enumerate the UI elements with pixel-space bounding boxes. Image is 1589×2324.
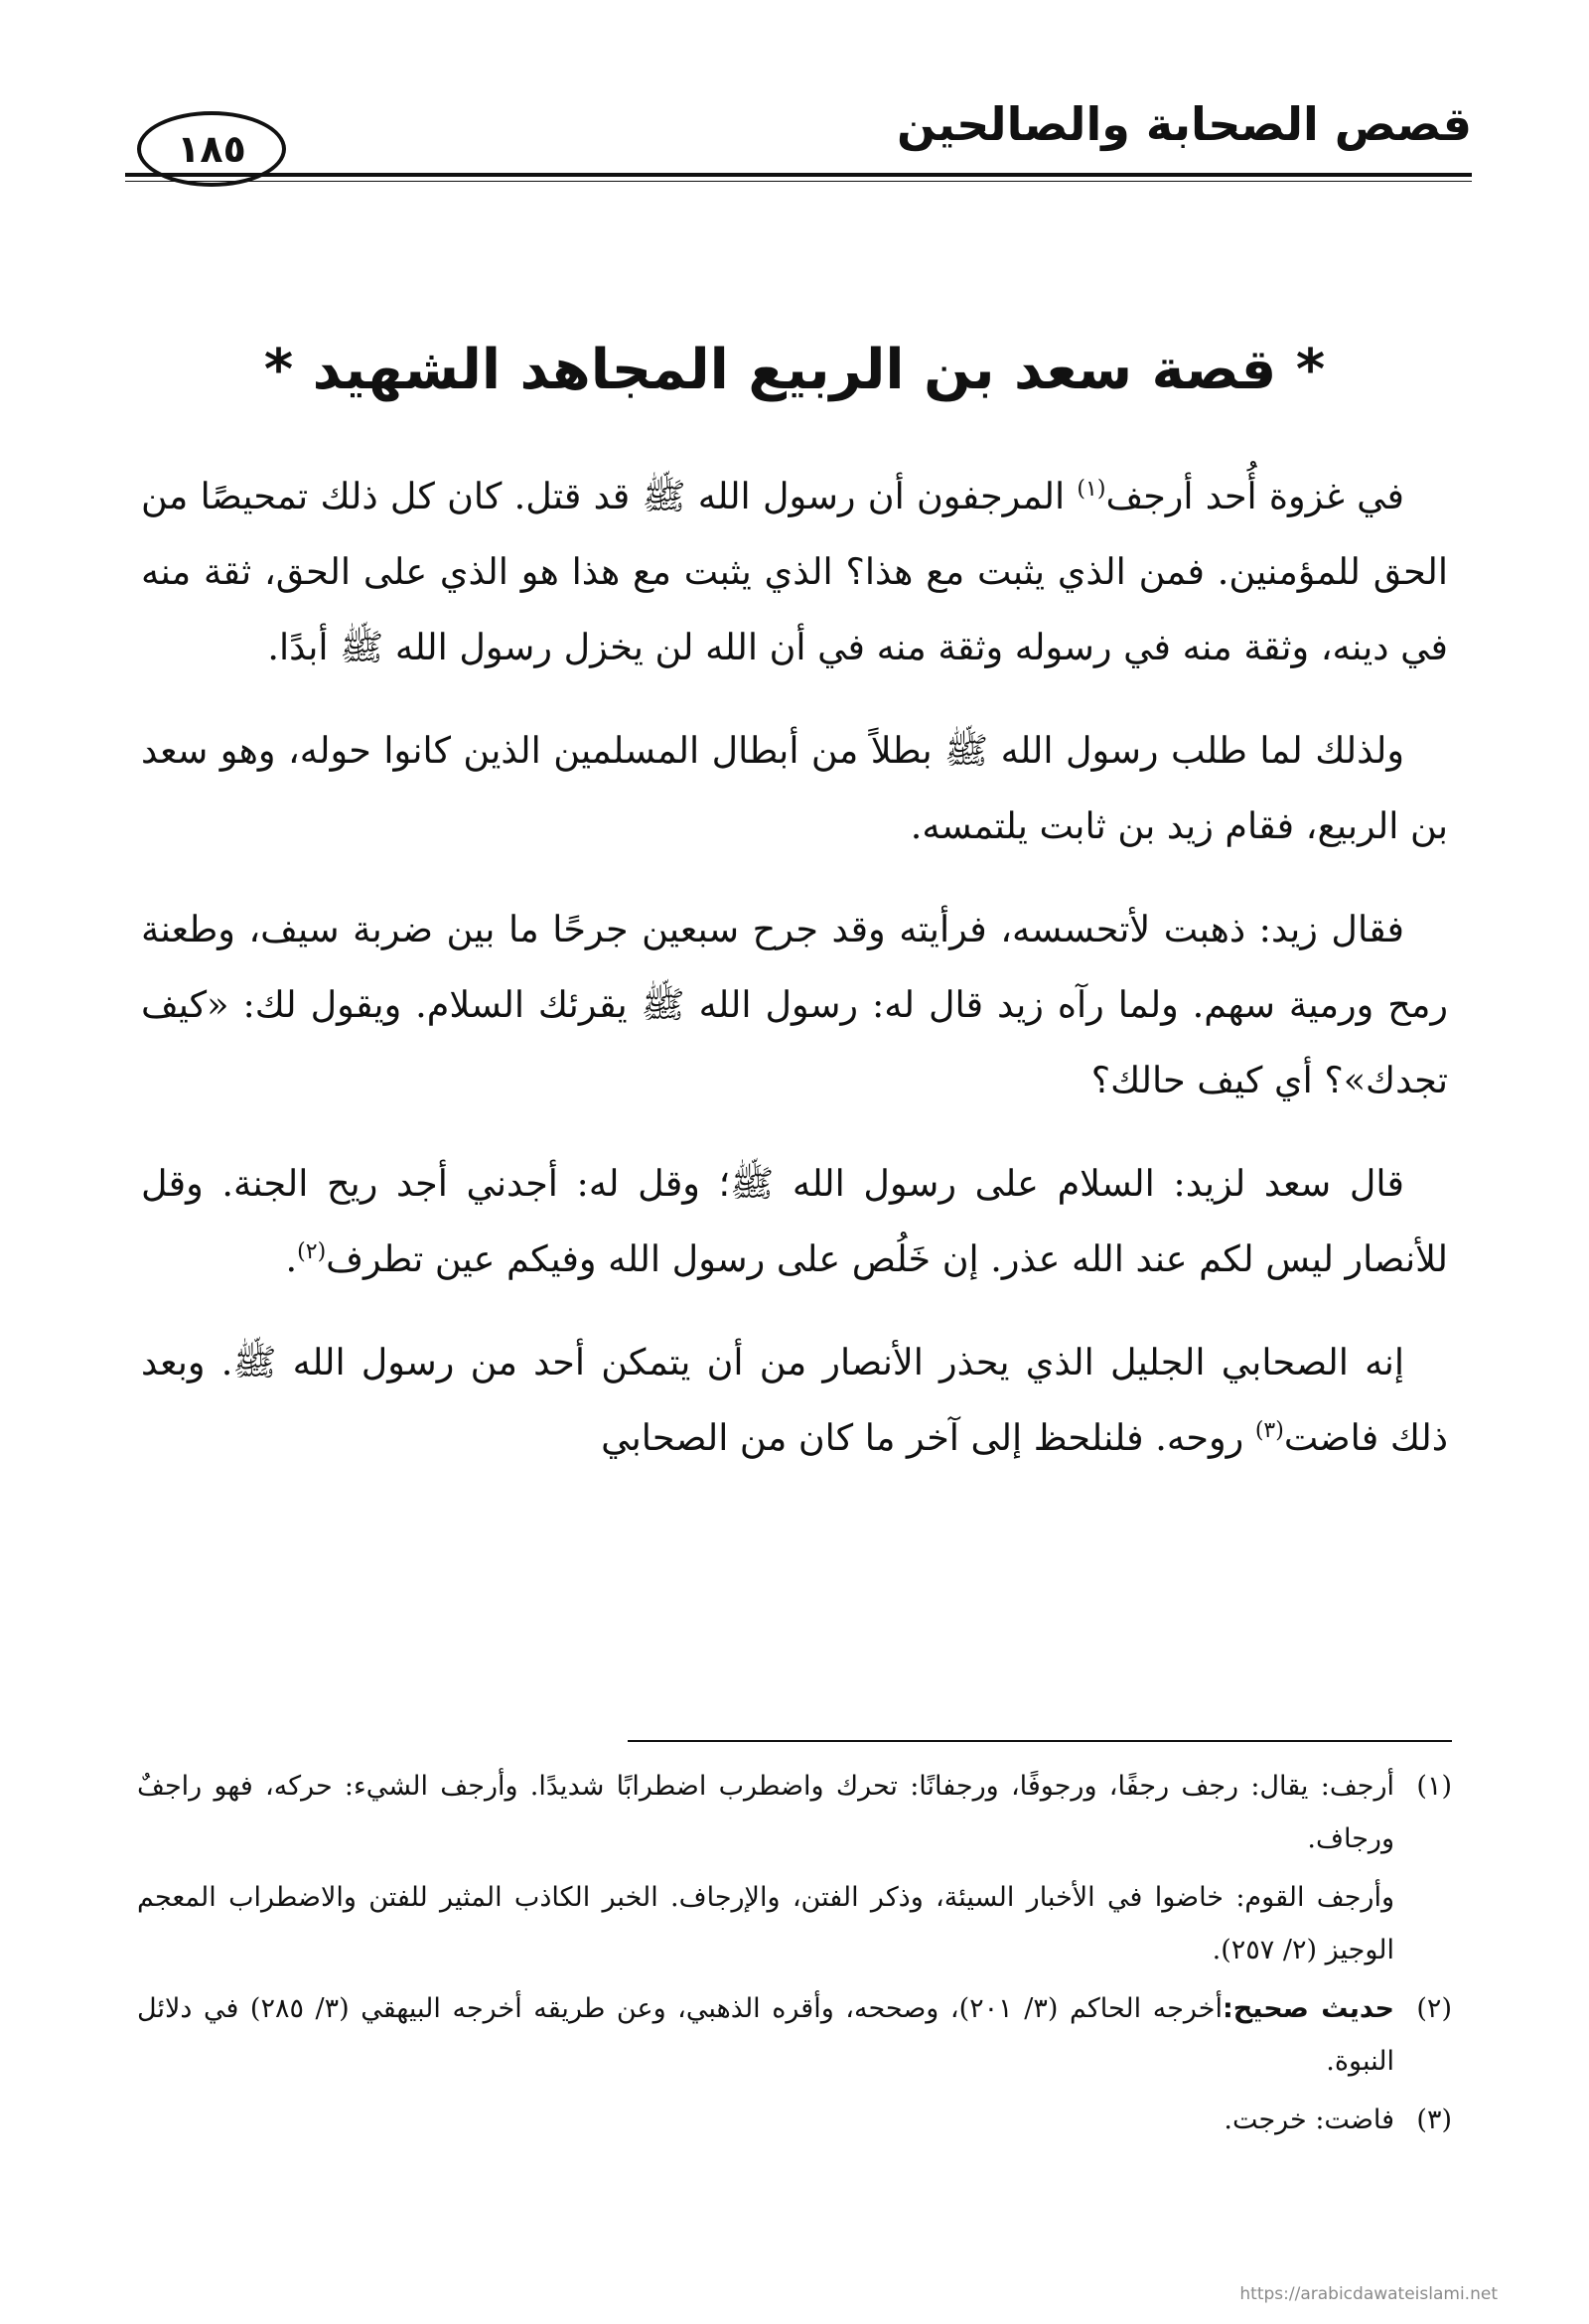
footnote-ref-2[interactable]: (٢) [297,1238,327,1264]
paragraph-5-part-b: روحه. فلنلحظ إلى آخر ما كان من الصحابي [601,1416,1255,1459]
paragraph-1-part-a: في غزوة أُحد أرجف [1105,475,1405,517]
header-rule-thin [125,181,1472,182]
footnote-ref-3[interactable]: (٣) [1254,1417,1284,1443]
footnote-separator [628,1740,1452,1742]
header-rule [125,173,1472,177]
footnote-ref-1[interactable]: (١) [1077,476,1106,502]
footnote-1-text: أرجف: يقال: رجف رجفًا، ورجوفًا، ورجفانًا: تحرك واضطرب اضطرابًا شديدًا. وأرجف الشيء: حركه، فهو راجفٌ ورجاف. [137,1771,1394,1854]
paragraph-4-part-a: قال سعد لزيد: السلام على رسول الله ﷺ؛ وقل له: أجدني أجد ريح الجنة. وقل للأنصار ليس لكم عند الله عذر. إن خَلُص على رسول الله وفيكم عين تطرف [141,1162,1448,1280]
paragraph-3: فقال زيد: ذهبت لأتحسسه، فرأيته وقد جرح سبعين جرحًا ما بين ضربة سيف، وطعنة رمح ورمية سهم. ولما رآه زيد قال له: رسول الله ﷺ يقرئك السلام. ويقول لك: «كيف تجدك»؟ أي كيف حالك؟ [141,908,1448,1101]
footnote-2-number: (٢) [1416,1993,1452,2024]
footnote-2 [137,1982,1452,2088]
source-watermark: https://arabicdawateislami.net [1239,2284,1498,2304]
paragraph-1-part-b: المرجفون أن رسول الله ﷺ قد قتل. كان كل ذلك تمحيصًا من الحق للمؤمنين. فمن الذي يثبت مع هذا؟ الذي يثبت مع هذا هو الذي على الحق، ثقة منه في دينه، وثقة منه في رسوله وثقة منه في أن الله لن يخزل رسول الله ﷺ أبدًا. [141,475,1448,668]
footnote-2-text: أخرجه الحاكم (٣/ ٢٠١)، وصححه، وأقره الذهبي، وعن طريقه أخرجه البيهقي (٣/ ٢٨٥) في دلائل النبوة. [137,1993,1394,2077]
paragraph-2: ولذلك لما طلب رسول الله ﷺ بطلاً من أبطال المسلمين الذين كانوا حوله، وهو سعد بن الربيع، فقام زيد بن ثابت يلتمسه. [141,729,1448,847]
paragraph-5-part-a: إنه الصحابي الجليل الذي يحذر الأنصار من أن يتمكن أحد من رسول الله ﷺ. وبعد ذلك فاضت [141,1341,1448,1459]
paragraph-5 [141,1325,1448,1476]
story-title: * قصة سعد بن الربيع المجاهد الشهيد * [263,338,1326,402]
body-text [141,459,1448,1504]
footnote-1 [137,1760,1452,1865]
page-number-text: ١٨٥ [177,127,246,171]
footnote-3-number: (٣) [1416,2105,1452,2135]
footnote-2-grade: حديث صحيح: [1222,1993,1394,2024]
paragraph-4 [141,1146,1448,1297]
footnote-1-continuation: وأرجف القوم: خاضوا في الأخبار السيئة، وذكر الفتن، والإرجاف. الخبر الكاذب المثير للفتن والاضطراب المعجم الوجيز (٢/ ٢٥٧). [137,1882,1394,1965]
paragraph-4-part-b: . [285,1237,298,1280]
footnotes [137,1760,1452,2152]
footnote-3 [137,2094,1452,2146]
paragraph-1 [141,459,1448,685]
footnote-3-text: فاضت: خرجت. [1224,2105,1394,2135]
footnote-1-number: (١) [1416,1771,1452,1802]
book-title: قصص الصحابة والصالحين [896,97,1472,151]
